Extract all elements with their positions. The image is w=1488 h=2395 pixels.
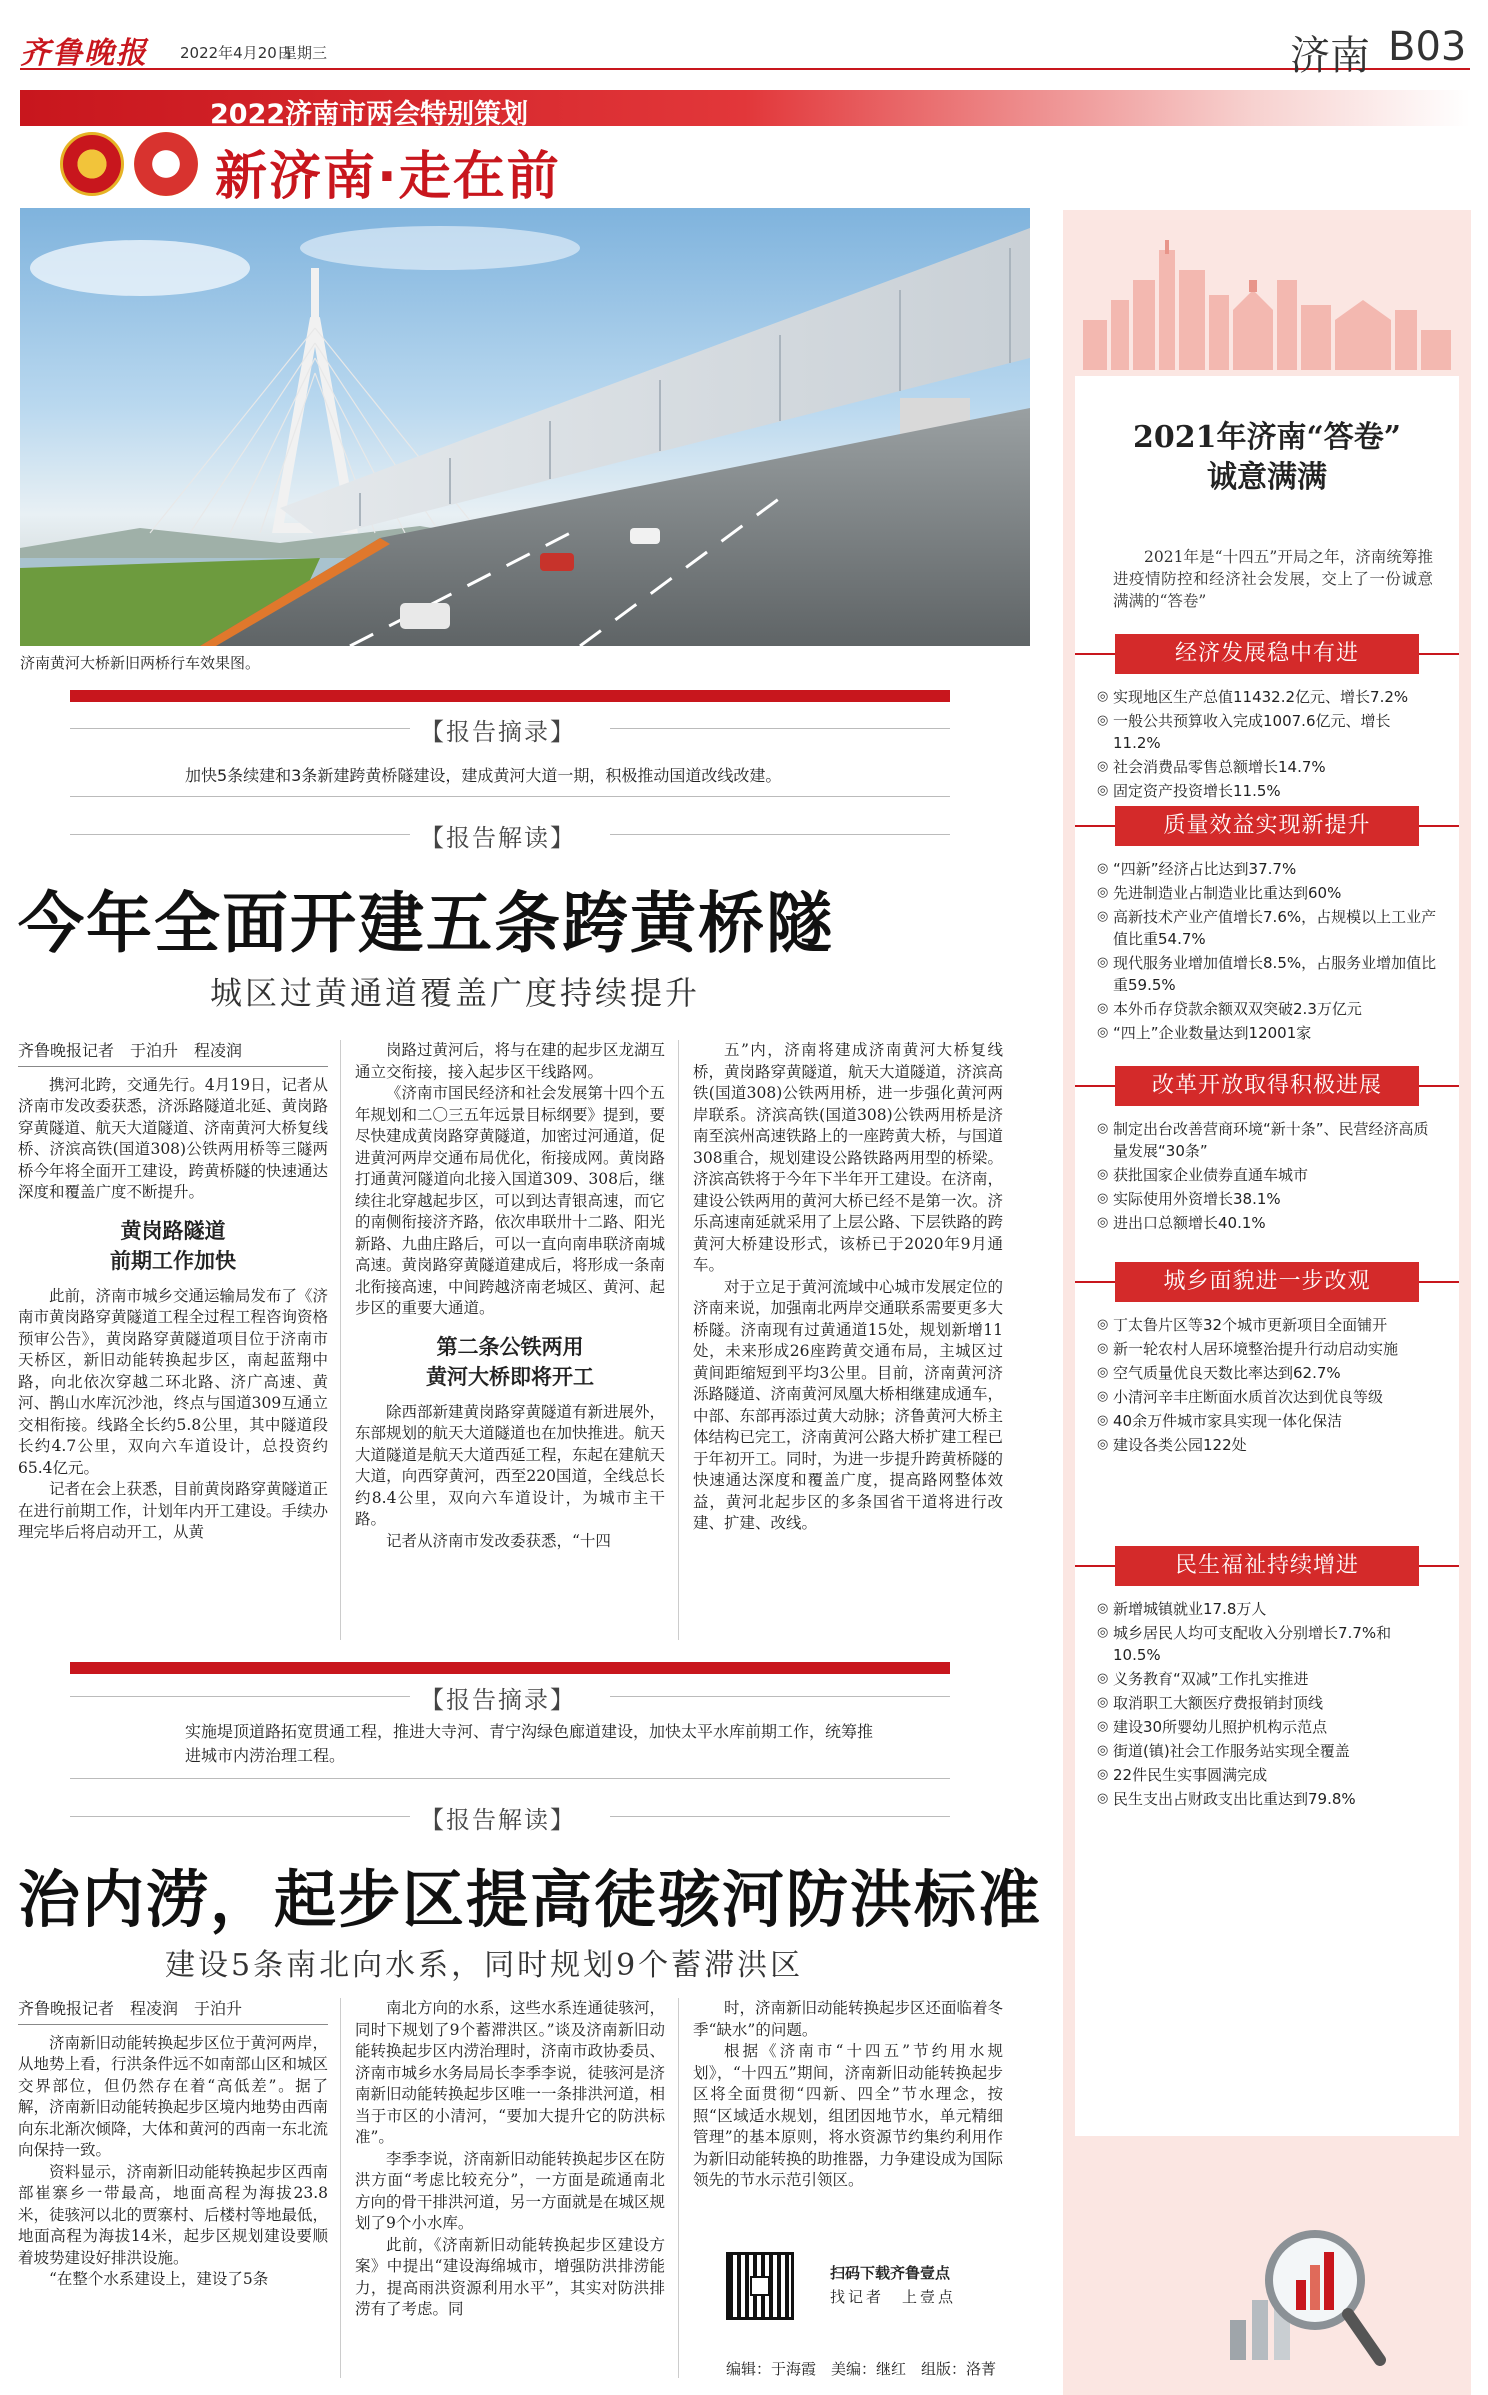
paragraph: 五”内，济南将建成济南黄河大桥复线桥，黄岗路穿黄隧道，航天大道隧道，济滨高铁(国道308)公铁两用桥，进一步强化黄河两岸联系。济滨高铁(国道308)公铁两用桥是济南至滨州高速铁路上的一座跨黄大桥，与国道308重合，规划建设公路铁路两用型的桥梁。济滨高铁将于今年下半年开工建设。在济南，建设公铁两用的黄河大桥已经不是第一次。济乐高速南延就采用了上层公路、下层铁路的跨黄河大桥建设形式，该桥已于2020年9月通车。 bbox=[693, 1041, 1004, 1274]
stat-item: ◎ 40余万件城市家具实现一体化保洁 bbox=[1097, 1410, 1437, 1432]
stat-item: ◎ 建设各类公园122处 bbox=[1097, 1434, 1437, 1456]
stat-item: ◎ 高新技术产业产值增长7.6%，占规模以上工业产值比重54.7% bbox=[1097, 906, 1437, 950]
stat-item: ◎ 进出口总额增长40.1% bbox=[1097, 1212, 1437, 1234]
column-divider bbox=[678, 1998, 679, 2378]
report-excerpt: 实施堤顶道路拓宽贯通工程，推进大寺河、青宁沟绿色廊道建设，加快太平水库前期工作，统筹推进城市内涝治理工程。 bbox=[185, 1722, 874, 1765]
stat-list bbox=[1097, 1118, 1437, 1236]
paragraph: 南北方向的水系，这些水系连通徒骇河，同时下规划了9个蓄滞洪区。”谈及济南新旧动能转换起步区内涝治理时，济南市政协委员、济南市城乡水务局局长李季李说，徒骇河是济南新旧动能转换起步区唯一一条排洪河道，相当于市区的小清河，“要加大提升它的防洪标准”。 bbox=[355, 1999, 666, 2146]
bridge-rendering-photo bbox=[20, 208, 1030, 646]
tag-rule-left bbox=[70, 728, 410, 729]
stat-item: ◎ 民生支出占财政支出比重达到79.8% bbox=[1097, 1788, 1437, 1810]
byline-rule bbox=[18, 1066, 328, 1067]
paragraph: 记者在会上获悉，目前黄岗路穿黄隧道正在进行前期工作，计划年内开工建设。手续办理完毕后将启动开工，从黄 bbox=[18, 1480, 329, 1541]
stat-item: ◎ 城乡居民人均可支配收入分别增长7.7%和10.5% bbox=[1097, 1622, 1437, 1666]
photo-caption: 济南黄河大桥新旧两桥行车效果图。 bbox=[20, 654, 261, 672]
paragraph: 此前，济南市城乡交通运输局发布了《济南市黄岗路穿黄隧道工程全过程工程咨询资格预审公告》，黄岗路穿黄隧道项目位于济南市天桥区，新旧动能转换起步区，南起蓝翔中路，向北依次穿越二环北路、济广高速、黄河、鹊山水库沉沙池，终点与国道309互通立交相衔接。线路全长约5.8公里，其中隧道段长约4.7公里，双向六车道设计，总投资约65.4亿元。 bbox=[18, 1286, 329, 1477]
paragraph: 携河北跨，交通先行。4月19日，记者从济南市发改委获悉，济泺路隧道北延、黄岗路穿黄隧道、航天大道隧道、济南黄河大桥复线桥、济滨高铁(国道308)公铁两用桥等三隧两桥今年将全面开工建设，跨黄桥隧的快速通达深度和覆盖广度不断提升。 bbox=[18, 1075, 329, 1201]
column-divider bbox=[678, 1040, 679, 1640]
section-subtitle: 黄岗路隧道 前期工作加快 bbox=[110, 1217, 236, 1273]
paragraph: 此前，《济南新旧动能转换起步区建设方案》中提出“建设海绵城市，增强防洪排涝能力，提高雨洪资源利用水平”，其实对防洪排涝有了考虑。同 bbox=[355, 2235, 665, 2318]
tag-rule-right bbox=[610, 1696, 950, 1697]
heading-label: 改革开放取得积极进展 bbox=[1115, 1066, 1419, 1106]
stat-item: ◎ 本外币存贷款余额双双突破2.3万亿元 bbox=[1097, 998, 1437, 1020]
heading-label: 质量效益实现新提升 bbox=[1115, 806, 1419, 846]
summary-tag: 【报告摘录】 bbox=[420, 1686, 576, 1714]
stat-item: ◎ 取消职工大额医疗费报销封顶线 bbox=[1097, 1692, 1437, 1714]
stat-item: ◎ 实现地区生产总值11432.2亿元、增长7.2% bbox=[1097, 686, 1437, 708]
stat-item: ◎ 现代服务业增加值增长8.5%，占服务业增加值比重59.5% bbox=[1097, 952, 1437, 996]
tag-rule-right bbox=[610, 834, 950, 835]
stat-item: ◎ 实际使用外资增长38.1% bbox=[1097, 1188, 1437, 1210]
paragraph: 除西部新建黄岗路穿黄隧道有新进展外，东部规划的航天大道隧道也在加快推进。航天大道隧道是航天大道西延工程，东起在建航天大道，向西穿黄河，西至220国道，全线总长约8.4公里，双向六车道设计，为城市主干路。 bbox=[355, 1402, 666, 1528]
editor-credits: 编辑：于海霞 美编：继红 组版：洛菁 bbox=[726, 2360, 997, 2378]
special-banner bbox=[20, 90, 1470, 207]
stat-item: ◎ “四上”企业数量达到12001家 bbox=[1097, 1022, 1437, 1044]
stat-item: ◎ 22件民生实事圆满完成 bbox=[1097, 1764, 1437, 1786]
stat-item: ◎ 义务教育“双减”工作扎实推进 bbox=[1097, 1668, 1437, 1690]
section-heading bbox=[1075, 634, 1459, 674]
explain-tag: 【报告解读】 bbox=[420, 1806, 576, 1834]
qr-caption: 扫码下载齐鲁壹点 bbox=[830, 2264, 951, 2282]
sidebar-title: 2021年济南“答卷” 诚意满满 bbox=[1132, 420, 1401, 495]
stat-item: ◎ “四新”经济占比达到37.7% bbox=[1097, 858, 1437, 880]
magnifier-chart-icon bbox=[1220, 2210, 1390, 2380]
banner-topline: 2022济南市两会特别策划 bbox=[210, 99, 529, 130]
stat-list bbox=[1097, 686, 1437, 804]
cppcc-emblem-icon bbox=[134, 132, 198, 196]
stat-list bbox=[1097, 858, 1437, 1046]
headline-main: 治内涝，起步区提高徒骇河防洪标准 bbox=[18, 1863, 1043, 1936]
stat-item: ◎ 制定出台改善营商环境“新十条”、民营经济高质量发展“30条” bbox=[1097, 1118, 1437, 1162]
byline: 齐鲁晚报记者 于泊升 程凌润 bbox=[18, 1041, 243, 1060]
tag-rule-right bbox=[610, 1816, 950, 1817]
summary-tag: 【报告摘录】 bbox=[420, 718, 576, 746]
section-red-bar bbox=[70, 1662, 950, 1674]
sidebar-panel bbox=[1075, 376, 1459, 2136]
section-heading bbox=[1075, 1546, 1459, 1586]
bridge-illustration bbox=[20, 208, 1030, 646]
newspaper-logo: 齐鲁晚报 bbox=[20, 36, 148, 71]
paragraph: 济南新旧动能转换起步区位于黄河两岸，从地势上看，行洪条件远不如南部山区和城区交界部位，但仍然存在着“高低差”。据了解，济南新旧动能转换起步区境内地势由西南向东北渐次倾降，大体和黄河的西南一东北流向保持一致。 bbox=[18, 2033, 329, 2159]
tag-rule-left bbox=[70, 1696, 410, 1697]
subheadline: 城区过黄通道覆盖广度持续提升 bbox=[210, 974, 701, 1012]
section-heading bbox=[1075, 1262, 1459, 1302]
stat-item: ◎ 空气质量优良天数比率达到62.7% bbox=[1097, 1362, 1437, 1384]
tag-rule-left bbox=[70, 1816, 410, 1817]
stat-item: ◎ 固定资产投资增长11.5% bbox=[1097, 780, 1437, 802]
stat-item: ◎ 获批国家企业债券直通车城市 bbox=[1097, 1164, 1437, 1186]
article-column-2 bbox=[355, 1998, 665, 2321]
heading-label: 城乡面貌进一步改观 bbox=[1115, 1262, 1419, 1302]
qr-subcaption: 找记者 上壹点 bbox=[830, 2288, 957, 2306]
national-emblem-icon bbox=[60, 132, 124, 196]
stat-item: ◎ 社会消费品零售总额增长14.7% bbox=[1097, 756, 1437, 778]
stat-item: ◎ 丁太鲁片区等32个城市更新项目全面铺开 bbox=[1097, 1314, 1437, 1336]
article-column-3 bbox=[693, 1998, 1003, 2192]
issue-date: 2022年4月20日 bbox=[180, 44, 292, 62]
paragraph: 李季李说，济南新旧动能转换起步区在防洪方面“考虑比较充分”，一方面是疏通南北方向的骨干排洪河道，另一方面就是在城区规划了9个小水库。 bbox=[355, 2149, 666, 2232]
section-subtitle: 第二条公铁两用 黄河大桥即将开工 bbox=[426, 1333, 594, 1389]
section-heading bbox=[1075, 806, 1459, 846]
report-excerpt: 加快5条续建和3条新建跨黄桥隧建设，建成黄河大道一期，积极推动国道改线改建。 bbox=[185, 766, 782, 785]
sidebar-intro: 2021年是“十四五”开局之年，济南统筹推进疫情防控和经济社会发展，交上了一份诚意满满的“答卷” bbox=[1113, 548, 1433, 610]
stat-item: ◎ 建设30所婴幼儿照护机构示范点 bbox=[1097, 1716, 1437, 1738]
stat-list bbox=[1097, 1598, 1437, 1812]
stat-item: ◎ 先进制造业占制造业比重达到60% bbox=[1097, 882, 1437, 904]
byline: 齐鲁晚报记者 程凌润 于泊升 bbox=[18, 1999, 243, 2018]
city-skyline-illustration bbox=[1063, 210, 1471, 370]
paragraph: 根据《济南市“十四五”节约用水规划》，“十四五”期间，济南新旧动能转换起步区将全面贯彻“四新、四全”节水理念，按照“区域适水规划，组团因地节水，单元精细管理”的基本原则，将水资源节约集约利用作为新旧动能转换的助推器，力争建设成为国际领先的节水示范引领区。 bbox=[693, 2042, 1004, 2189]
paragraph: 时，济南新旧动能转换起步区还面临着冬季“缺水”的问题。 bbox=[693, 1999, 1004, 2039]
excerpt-rule bbox=[70, 1778, 950, 1779]
tag-rule-right bbox=[610, 728, 950, 729]
excerpt-rule bbox=[70, 796, 950, 797]
article-column-2 bbox=[355, 1040, 665, 1552]
qr-code-center bbox=[750, 2276, 770, 2296]
headline-main: 今年全面开建五条跨黄桥隧 bbox=[18, 884, 834, 962]
subheadline: 建设5条南北向水系，同时规划9个蓄滞洪区 bbox=[165, 1948, 804, 1983]
sidebar-2021-report bbox=[1063, 210, 1471, 2395]
article-column-1 bbox=[18, 1998, 328, 2291]
paragraph: 资料显示，济南新旧动能转换起步区西南部崔寨乡一带最高，地面高程为海拔23.8米，徒骇河以北的贾寨村、后楼村等地最低，地面高程为海拔14米，起步区规划建设要顺着坡势建设好排洪设施。 bbox=[18, 2162, 329, 2267]
page-number: B03 bbox=[1388, 24, 1467, 70]
paragraph: 对于立足于黄河流域中心城市发展定位的济南来说，加强南北两岸交通联系需要更多大桥隧。济南现有过黄通道15处，规划新增11处，未来形成26座跨黄交通布局，主城区过黄间距缩短到平均3公里。目前，济南黄河济泺路隧道、济南黄河凤凰大桥相继建成通车，中部、东部再添过黄大动脉；济鲁黄河大桥主体结构已完工，济南黄河公路大桥扩建工程已于年初开工。同时，为进一步提升跨黄桥隧的快速通达深度和覆盖广度，提高路网整体效益，黄河北起步区的多条国省干道将进行改建、扩建、改线。 bbox=[693, 1277, 1004, 1532]
explain-tag: 【报告解读】 bbox=[420, 824, 576, 852]
tag-rule-left bbox=[70, 834, 410, 835]
stat-item: ◎ 新一轮农村人居环境整治提升行动启动实施 bbox=[1097, 1338, 1437, 1360]
stat-item: ◎ 一般公共预算收入完成1007.6亿元、增长11.2% bbox=[1097, 710, 1437, 754]
stat-list bbox=[1097, 1314, 1437, 1458]
section-heading bbox=[1075, 1066, 1459, 1106]
byline-rule bbox=[18, 2024, 328, 2025]
section-red-bar bbox=[70, 690, 950, 702]
issue-weekday: 星期三 bbox=[282, 44, 328, 62]
heading-label: 经济发展稳中有进 bbox=[1115, 634, 1419, 674]
paragraph: “在整个水系建设上，建设了5条 bbox=[49, 2270, 269, 2288]
column-divider bbox=[340, 1040, 341, 1640]
paragraph: 记者从济南市发改委获悉，“十四 bbox=[386, 1531, 611, 1550]
article-column-1 bbox=[18, 1040, 328, 1544]
stat-item: ◎ 街道(镇)社会工作服务站实现全覆盖 bbox=[1097, 1740, 1437, 1762]
article-column-3 bbox=[693, 1040, 1003, 1535]
paragraph: 《济南市国民经济和社会发展第十四个五年规划和二〇三五年远景目标纲要》提到，要尽快建成黄岗路穿黄隧道，加密过河通道，促进黄河两岸交通布局优化，衔接成网。黄岗路打通黄河隧道向北接入国道309、308后，继续往北穿越起步区，可以到达青银高速，而它的南侧衔接济齐路，依次串联卅十二路、阳光新路、九曲庄路后，可以一直向南串联济南城高速。黄岗路穿黄隧道建成后，将形成一条南北衔接高速，中间跨越济南老城区、黄河、起步区的重要大通道。 bbox=[355, 1084, 666, 1317]
column-divider bbox=[340, 1998, 341, 2378]
section-city: 济南 bbox=[1290, 33, 1370, 79]
stat-item: ◎ 新增城镇就业17.8万人 bbox=[1097, 1598, 1437, 1620]
banner-slogan: 新济南·走在前 bbox=[215, 147, 561, 207]
paragraph: 岗路过黄河后，将与在建的起步区龙湖互通立交衔接，接入起步区干线路网。 bbox=[355, 1041, 666, 1081]
stat-item: ◎ 小清河辛丰庄断面水质首次达到优良等级 bbox=[1097, 1386, 1437, 1408]
heading-label: 民生福祉持续增进 bbox=[1115, 1546, 1419, 1586]
masthead bbox=[20, 10, 1470, 79]
